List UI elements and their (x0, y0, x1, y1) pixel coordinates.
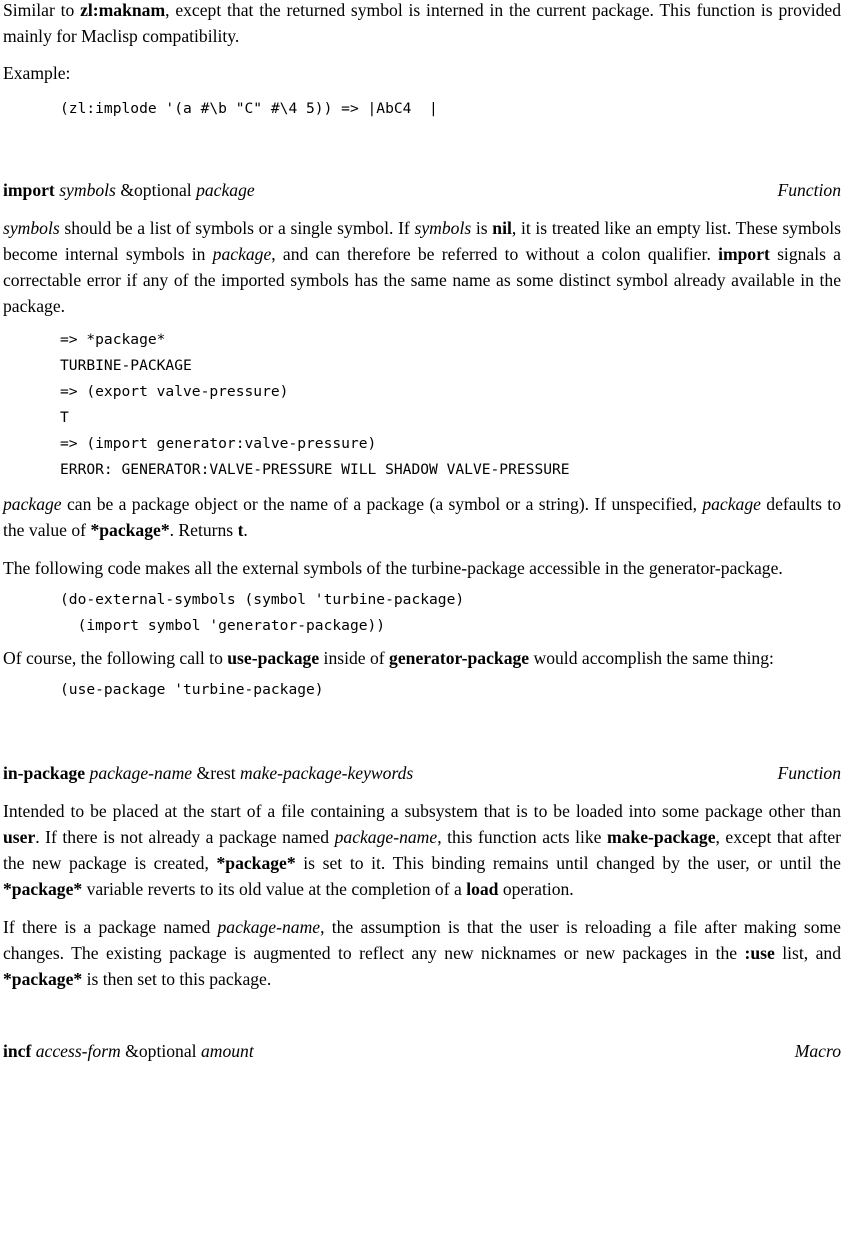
text-run: , this function acts like (437, 827, 608, 847)
function-name: in-package (3, 763, 86, 783)
example-label: Example: (3, 63, 71, 83)
argument: symbols (59, 180, 116, 200)
import-signature (3, 177, 255, 203)
package-ref: generator-package (389, 648, 530, 668)
text-run: variable reverts to its old value at the completion of a (82, 879, 467, 899)
in-package-reload-paragraph (3, 914, 841, 992)
text-run: operation. (498, 879, 574, 899)
import-example-code: => *package* TURBINE-PACKAGE => (export valve-pressure) T => (import generator:valve-pressure) ERROR: GENERATOR:VALVE-PRESSURE WILL SHADOW VALVE-PRESSURE (60, 331, 570, 478)
argument-ref: symbols (3, 218, 60, 238)
function-name: import (3, 180, 55, 200)
symbol-ref: t (237, 520, 244, 540)
text-run: , it is treated like an empty list. These symbols become internal symbols in (3, 218, 841, 264)
function-ref: use-package (227, 648, 320, 668)
import-definition-header (3, 177, 841, 203)
function-name: incf (3, 1041, 32, 1061)
definition-kind: Function (777, 180, 841, 200)
argument: package-name (89, 763, 193, 783)
argument-ref: package (702, 494, 761, 514)
import-following-paragraph: The following code makes all the external symbols of the turbine-package accessible in the generator-package. (3, 558, 783, 578)
import-package-paragraph (3, 491, 841, 543)
import-external-symbols-code: (do-external-symbols (symbol 'turbine-package) (import symbol 'generator-package)) (60, 591, 465, 634)
function-ref: zl:maknam (80, 0, 166, 20)
import-ofcourse-paragraph (3, 645, 841, 671)
text-run: , the assumption is that the user is reloading a file after making some changes. The existing package is augmented to reflect any new nicknames or new packages in the (3, 917, 841, 963)
variable-ref: *package* (216, 853, 296, 873)
text-run: would accomplish the same thing: (529, 648, 774, 668)
variable-ref: *package* (90, 520, 170, 540)
text-run: defaults to the value of (3, 494, 841, 540)
use-package-code: (use-package 'turbine-package) (60, 681, 324, 698)
package-ref: user (3, 827, 36, 847)
argument-ref: package-name (334, 827, 438, 847)
lambda-keyword: &optional (120, 180, 192, 200)
keyword-ref: :use (744, 943, 775, 963)
text-run: is then set to this package. (82, 969, 272, 989)
document-page (3, 0, 841, 1064)
text-run: inside of (319, 648, 390, 668)
import-description (3, 215, 841, 319)
text-run: is (471, 218, 493, 238)
in-package-signature (3, 760, 413, 786)
symbol-ref: nil (492, 218, 512, 238)
text-run: list, and (774, 943, 841, 963)
in-package-definition-header (3, 760, 841, 786)
text-run: , except that after the new package is created, (3, 827, 841, 873)
argument-ref: package (3, 494, 62, 514)
text-run: is set to it. This binding remains until changed by the user, or until the (295, 853, 841, 873)
text-run: Intended to be placed at the start of a file containing a subsystem that is to be loaded into some package other than (3, 801, 841, 821)
argument-ref: package-name (217, 917, 321, 937)
argument-ref: symbols (414, 218, 472, 238)
text-run: should be a list of symbols or a single symbol. If (59, 218, 415, 238)
function-ref: import (718, 244, 770, 264)
text-run: signals a correctable error if any of the imported symbols has the same name as some distinct symbol already available in the package. (3, 244, 841, 316)
text-run: , and can therefore be referred to without a colon qualifier. (271, 244, 719, 264)
lambda-keyword: &optional (125, 1041, 197, 1061)
definition-kind: Macro (794, 1041, 841, 1061)
definition-kind: Function (777, 763, 841, 783)
text-run: , except that the returned symbol is interned in the current package. This function is provided mainly for Maclisp compatibility. (3, 0, 841, 46)
text-run: . If there is not already a package named (35, 827, 335, 847)
in-package-description (3, 798, 841, 902)
variable-ref: *package* (3, 969, 83, 989)
argument: package (196, 180, 255, 200)
text-run: . (243, 520, 248, 540)
function-ref: make-package (607, 827, 716, 847)
argument: amount (200, 1041, 254, 1061)
text-run: can be a package object or the name of a package (a symbol or a string). If unspecified, (61, 494, 703, 514)
function-ref: load (466, 879, 499, 899)
text-run: Similar to (3, 0, 81, 20)
text-run: If there is a package named (3, 917, 218, 937)
variable-ref: *package* (3, 879, 83, 899)
argument: access-form (35, 1041, 121, 1061)
text-run: . Returns (169, 520, 238, 540)
incf-definition-header (3, 1038, 841, 1064)
intro-paragraph (3, 0, 841, 49)
example-code: (zl:implode '(a #\b "C" #\4 5)) => |AbC4 | (60, 100, 438, 117)
incf-signature (3, 1038, 254, 1064)
lambda-keyword: &rest (196, 763, 236, 783)
text-run: Of course, the following call to (3, 648, 228, 668)
argument-ref: package (212, 244, 272, 264)
argument: make-package-keywords (240, 763, 414, 783)
